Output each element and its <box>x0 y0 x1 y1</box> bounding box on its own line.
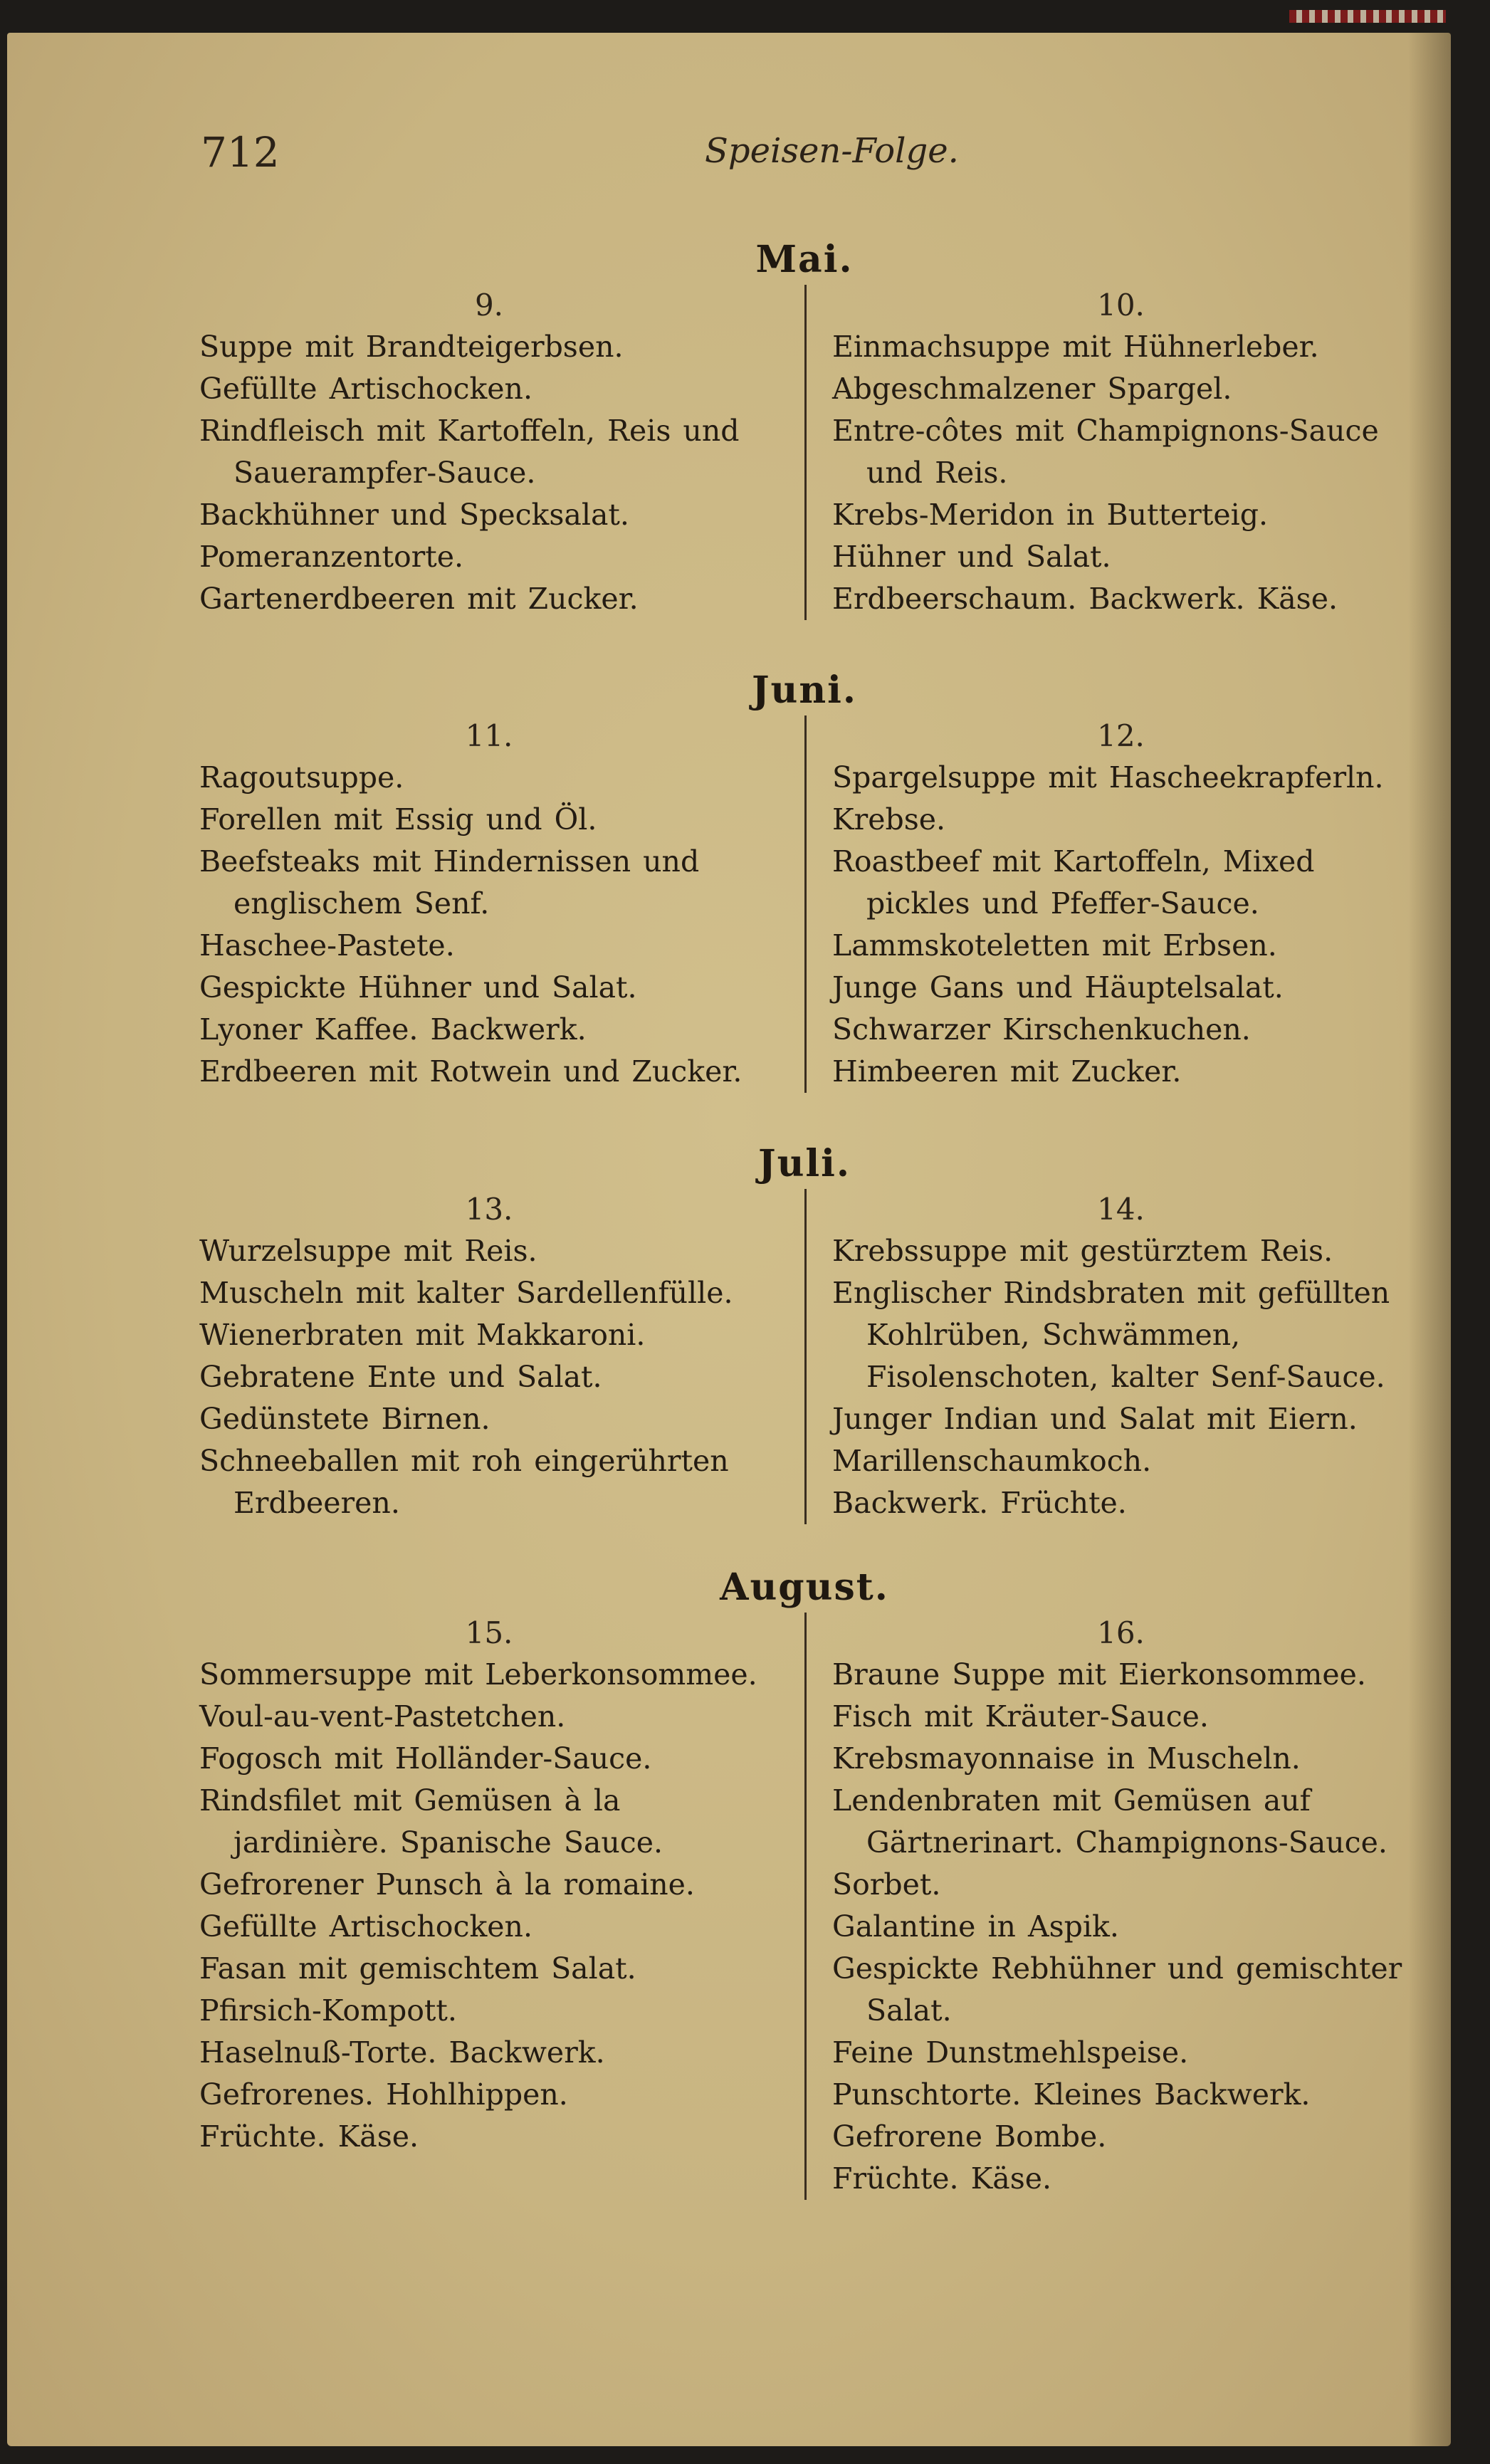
dish: Krebs-Meridon in Butterteig. <box>832 498 1268 532</box>
dish: Erdbeerschaum. Backwerk. Käse. <box>832 582 1338 616</box>
dish: Backwerk. Früchte. <box>832 1486 1127 1520</box>
dish: Abgeschmalzener Spargel. <box>832 372 1232 406</box>
dish: Krebsmayonnaise in Muscheln. <box>832 1741 1301 1776</box>
dish: Gefüllte Artischocken. <box>199 1909 532 1944</box>
dish: Galantine in Aspik. <box>832 1909 1119 1944</box>
dish: Haschee-Pastete. <box>199 928 455 963</box>
dish-list <box>199 1230 779 1524</box>
dish: Früchte. Käse. <box>199 2119 419 2154</box>
dish: Gespickte Hühner und Salat. <box>199 970 637 1005</box>
dish: Einmachsuppe mit Hühnerleber. <box>832 330 1319 364</box>
menu-section-juni <box>199 666 1410 1093</box>
dish: Suppe mit Brandteigerbsen. <box>199 330 624 364</box>
menu-number: 15. <box>465 1615 513 1650</box>
dish: Schwarzer Kirschenkuchen. <box>832 1012 1251 1047</box>
dish: Lammskoteletten mit Erbsen. <box>832 928 1277 963</box>
page-number: 712 <box>201 128 280 177</box>
dish: Früchte. Käse. <box>832 2161 1052 2196</box>
dish-list <box>832 1654 1410 2200</box>
dish: Beefsteaks mit Hindernissen und englischem Senf. <box>199 844 700 921</box>
menu-columns <box>199 285 1410 620</box>
dish: Pomeranzentorte. <box>199 540 464 574</box>
menu-columns <box>199 1189 1410 1524</box>
dish: Haselnuß-Torte. Backwerk. <box>199 2035 605 2070</box>
menu-right <box>804 1189 1410 1524</box>
dish: Krebse. <box>832 802 946 837</box>
dish: Hühner und Salat. <box>832 540 1111 574</box>
dish: Erdbeeren mit Rotwein und Zucker. <box>199 1054 743 1089</box>
dish: Gartenerdbeeren mit Zucker. <box>199 582 639 616</box>
dish: Fasan mit gemischtem Salat. <box>199 1951 636 1986</box>
dish-list <box>832 326 1410 620</box>
dish-list <box>832 757 1410 1093</box>
menu-number: 13. <box>465 1192 513 1227</box>
dish: Wienerbraten mit Makkaroni. <box>199 1318 646 1352</box>
dish: Muscheln mit kalter Sardellenfülle. <box>199 1276 733 1310</box>
menu-number: 9. <box>474 288 504 323</box>
dish-list <box>199 1654 779 2158</box>
page-gutter-shadow <box>1408 33 1451 2446</box>
dish: Roastbeef mit Kartoffeln, Mixed pickles und Pfeffer-Sauce. <box>832 844 1315 921</box>
dish: Ragoutsuppe. <box>199 760 404 795</box>
menu-columns <box>199 715 1410 1093</box>
dish: Sommersuppe mit Leberkonsommee. <box>199 1657 757 1692</box>
dish: Krebssuppe mit gestürztem Reis. <box>832 1234 1333 1268</box>
dish: Wurzelsuppe mit Reis. <box>199 1234 537 1268</box>
dish: Gefüllte Artischocken. <box>199 372 532 406</box>
dish: Gedünstete Birnen. <box>199 1402 490 1436</box>
menu-right <box>804 715 1410 1093</box>
dish: Rindsfilet mit Gemüsen à la jardinière. Spanische Sauce. <box>199 1783 663 1860</box>
menu-section-juli <box>199 1139 1410 1524</box>
dish: Forellen mit Essig und Öl. <box>199 802 597 837</box>
dish: Braune Suppe mit Eierkonsommee. <box>832 1657 1366 1692</box>
dish: Lyoner Kaffee. Backwerk. <box>199 1012 587 1047</box>
dish: Spargelsuppe mit Hascheekrapferln. <box>832 760 1384 795</box>
menu-left <box>199 715 804 1093</box>
month-heading: Juni. <box>751 669 858 712</box>
dish: Lendenbraten mit Gemüsen auf Gärtnerinart. Champignons-Sauce. <box>832 1783 1387 1860</box>
menu-left <box>199 285 804 620</box>
dish: Gefrorener Punsch à la romaine. <box>199 1867 695 1902</box>
menu-left <box>199 1613 804 2200</box>
month-heading: Juli. <box>757 1142 851 1185</box>
dish: Junge Gans und Häuptelsalat. <box>832 970 1284 1005</box>
dish: Entre-côtes mit Champignons-Sauce und Reis. <box>832 414 1379 490</box>
dish-list <box>832 1230 1410 1524</box>
dish: Pfirsich-Kompott. <box>199 1993 457 2028</box>
dish: Rindfleisch mit Kartoffeln, Reis und Sauerampfer-Sauce. <box>199 414 740 490</box>
dish-list <box>199 326 779 620</box>
dish: Punschtorte. Kleines Backwerk. <box>832 2077 1311 2112</box>
menu-number: 16. <box>1097 1615 1145 1650</box>
menu-right <box>804 1613 1410 2200</box>
dish: Gefrorenes. Hohlhippen. <box>199 2077 568 2112</box>
dish: Fogosch mit Holländer-Sauce. <box>199 1741 652 1776</box>
dish: Schneeballen mit roh eingerührten Erdbeeren. <box>199 1444 729 1520</box>
dish: Junger Indian und Salat mit Eiern. <box>832 1402 1358 1436</box>
dish: Englischer Rindsbraten mit gefüllten Kohlrüben, Schwämmen, Fisolenschoten, kalter Senf-Sauce. <box>832 1276 1390 1394</box>
dish: Marillenschaumkoch. <box>832 1444 1152 1478</box>
dish: Himbeeren mit Zucker. <box>832 1054 1182 1089</box>
dish: Backhühner und Specksalat. <box>199 498 629 532</box>
dish: Voul-au-vent-Pastetchen. <box>199 1699 566 1734</box>
menu-number: 10. <box>1097 288 1145 323</box>
month-heading: Mai. <box>755 238 854 281</box>
month-heading: August. <box>720 1566 889 1609</box>
dish: Gebratene Ente und Salat. <box>199 1360 602 1394</box>
dish: Fisch mit Kräuter-Sauce. <box>832 1699 1209 1734</box>
menu-section-august <box>199 1563 1410 2200</box>
menu-number: 11. <box>465 718 513 753</box>
menu-left <box>199 1189 804 1524</box>
dish: Gespickte Rebhühner und gemischter Salat. <box>832 1951 1402 2028</box>
library-stamp-strip <box>1289 10 1446 23</box>
dish-list <box>199 757 779 1093</box>
running-title: Speisen-Folge. <box>705 131 959 171</box>
dish: Feine Dunstmehlspeise. <box>832 2035 1189 2070</box>
menu-number: 12. <box>1097 718 1145 753</box>
menu-section-mai <box>199 235 1410 620</box>
menu-columns <box>199 1613 1410 2200</box>
page-header <box>192 128 1431 192</box>
menu-number: 14. <box>1097 1192 1145 1227</box>
dish: Sorbet. <box>832 1867 941 1902</box>
menu-right <box>804 285 1410 620</box>
dish: Gefrorene Bombe. <box>832 2119 1107 2154</box>
